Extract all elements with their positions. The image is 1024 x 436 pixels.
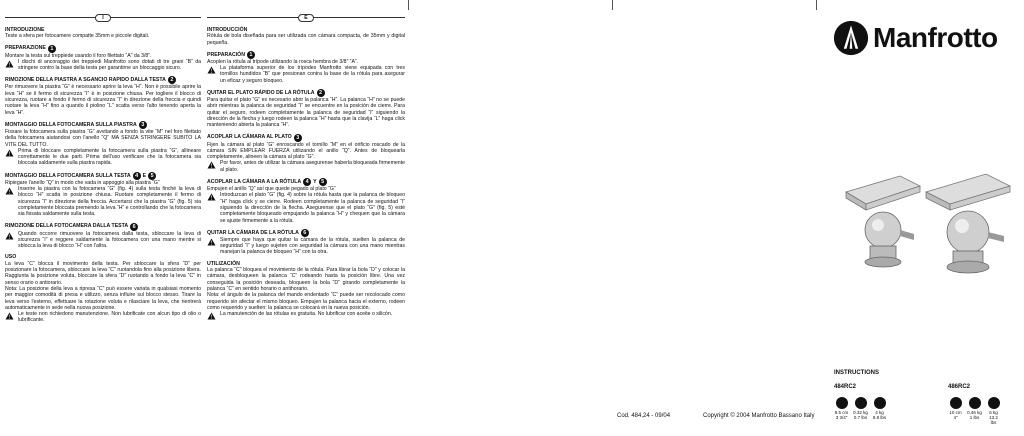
section-title: ACOPLAR LA CÁMARA A LA RÓTULA bbox=[207, 178, 302, 185]
section-body: Empujen el anillo “Q” así que quede pegado al plato “G” bbox=[207, 186, 336, 193]
instructions-label: INSTRUCTIONS bbox=[834, 370, 879, 376]
load-icon bbox=[874, 397, 886, 409]
warning-icon bbox=[207, 193, 216, 201]
spec-value-imperial: 13.2 lbs bbox=[989, 415, 998, 426]
spec-group-486rc2 bbox=[948, 397, 1001, 426]
warning-icon bbox=[5, 312, 14, 320]
section bbox=[207, 27, 405, 46]
step-number-badge: 2 bbox=[317, 89, 325, 97]
warning-icon bbox=[5, 149, 14, 157]
warning-text: Le teste non richiedono manutenzione. Non lubrificate con alcun tipo di olio o lubrificante. bbox=[18, 311, 201, 324]
section-title: INTRODUZIONE bbox=[5, 27, 45, 33]
warning-text: Quando occorre rimuovere la fotocamera dalla testa, sbloccare la leva di sicurezza “I” e reggere saldamente la fotocamera con una mano mentre si sblocca la leva di blocco “H” con l'altra. bbox=[18, 230, 201, 250]
step-number-badge: 4 bbox=[303, 178, 311, 186]
spec-value-imperial: 8.8 lbs bbox=[872, 415, 887, 421]
warning-note bbox=[5, 311, 201, 324]
section bbox=[207, 261, 405, 320]
height-icon bbox=[950, 397, 962, 409]
warning-icon bbox=[207, 66, 216, 74]
spec-item bbox=[872, 397, 887, 420]
warning-text: Prima di bloccare completamente la fotocamera sulla piastra “G”, allineare correttamente le due parti. Prima dell'uso verificare che la fotocamera sia bloccata saldamente sulla piastra rapida. bbox=[18, 147, 201, 167]
language-badge: I bbox=[95, 14, 111, 22]
step-number-badge: 5 bbox=[319, 178, 327, 186]
step-join: Y bbox=[313, 178, 317, 185]
section bbox=[207, 178, 405, 224]
spec-value-metric: 0.32 kg bbox=[853, 410, 868, 415]
copyright-text: Copyright © 2004 Manfrotto Bassano Italy bbox=[703, 413, 815, 419]
language-badge: E bbox=[298, 14, 314, 22]
section-body: Fissare la fotocamera sulla piastra “G” avvitando a fondo la vite “M” nel foro filettato della fotocamera aiutandosi con l'anello “Q” MA SENZA STRINGERE SUBITO LA VITE DEL TUTTO. bbox=[5, 128, 201, 148]
step-number-badge: 1 bbox=[48, 45, 56, 53]
section-title: ACOPLAR LA CÁMARA AL PLATO bbox=[207, 134, 292, 141]
model-name: 484RC2 bbox=[834, 384, 857, 390]
warning-note bbox=[5, 231, 201, 250]
section-heading bbox=[207, 178, 405, 186]
section bbox=[5, 45, 201, 72]
spec-value-imperial: 3 3/4" bbox=[835, 415, 848, 421]
model-name: 486RC2 bbox=[948, 384, 971, 390]
section-title: RIMOZIONE DELLA FOTOCAMERA DALLA TESTA bbox=[5, 223, 129, 230]
section-heading bbox=[5, 45, 201, 53]
warning-text: La plataforma superior de los trípodes Manfrotto viene equipada con tres tornillos hundidos “B” que presionan contra la base de la rótula para asegurar un eficaz y seguro bloqueo. bbox=[220, 65, 405, 84]
step-number-badge: 2 bbox=[168, 76, 176, 84]
step-number-badge: 3 bbox=[139, 121, 147, 129]
step-number-badge: 3 bbox=[294, 134, 302, 142]
warning-note bbox=[5, 148, 201, 167]
spec-group-484rc2 bbox=[834, 397, 887, 420]
weight-icon bbox=[969, 397, 981, 409]
warning-text: Por favor, antes de utilizar la cámara asegurense haberla bloqueada firmemente al plato. bbox=[220, 160, 405, 173]
section-title: QUITAR EL PLATO RÁPIDO DE LA RÓTULA bbox=[207, 89, 315, 96]
warning-icon bbox=[5, 60, 14, 68]
warning-text: I dischi di ancoraggio dei treppiedi Manfrotto sono dotati di tre grani “B” da stringere contro la base della testa per garantirne un bloccaggio sicuro. bbox=[18, 58, 201, 72]
section-heading bbox=[207, 51, 405, 59]
warning-note bbox=[5, 59, 201, 72]
warning-text: La manutención de las rótulas es gratuita. No lubrificar con aceite o silicón. bbox=[220, 311, 393, 318]
section bbox=[5, 254, 201, 323]
section bbox=[207, 89, 405, 128]
fold-mark bbox=[408, 0, 409, 10]
document-code: Cod. 484,24 - 09/04 bbox=[617, 413, 671, 419]
section-heading bbox=[5, 172, 201, 180]
section-heading bbox=[5, 223, 201, 231]
section-heading bbox=[5, 121, 201, 129]
section-heading bbox=[207, 229, 405, 237]
warning-note bbox=[5, 186, 201, 217]
section-title: QUITAR LA CÁMARA DE LA RÓTULA bbox=[207, 229, 299, 236]
warning-note bbox=[207, 192, 405, 223]
brand-logo bbox=[833, 20, 998, 56]
section-body: Fijen la cámara al plato “G” enroscando el tornillo “M” en el orificio roscado de la cámara SIN EMPLEAR FUERZA utilizando el anillo “Q”. Antes de bloquearla completamente, alineen la cámara al plato “G”. bbox=[207, 141, 405, 161]
warning-note bbox=[207, 311, 405, 320]
section-heading bbox=[207, 89, 405, 97]
section-body: Ripiegare l'anello “Q” in modo che vada in appoggio alla piastra “G” bbox=[5, 179, 160, 186]
section-title: INTRODUCCIÓN bbox=[207, 27, 248, 33]
section bbox=[5, 121, 201, 167]
product-image-486rc2 bbox=[920, 168, 1016, 280]
section-body: Acoplen la rótula al trípode utilizando la rosca hembra de 3/8” “A”. bbox=[207, 58, 359, 65]
spec-item bbox=[986, 397, 1001, 426]
step-number-badge: 5 bbox=[148, 172, 156, 180]
manfrotto-logo-icon bbox=[833, 20, 869, 56]
warning-note bbox=[207, 160, 405, 173]
spec-item bbox=[948, 397, 963, 426]
spec-value-imperial: 1 lbs bbox=[969, 415, 980, 421]
section-body: Teste a sfera per fotocamere compatte 35mm e piccole digitali. bbox=[5, 33, 150, 40]
product-image-484rc2 bbox=[840, 170, 926, 280]
warning-text: Introduzcan el plato “G” (fig. 4) sobre la rótula hasta que la palanca de bloqueo “H” haga click y se cierre. Rodeen completamente la palanca de seguridad “I” siguiendo la dirección de la flecha. Asegurense que el plato “G” (fig. 5) esté completamente bloqueado empujando la palanca “H” y chequen que la cámara se ajuste firmemente a la rótula. bbox=[220, 192, 405, 224]
section-body: La palanca “C” bloquea el movimiento de la rótula. Para librar la bola “D” y colocar la cámara, desbloqueen la palanca “C” rodeando hasta la posición libre. Una vez conseguida la posición deseada, bloqueen la bola “D” girando completamente la palanca “C” en sentido horario o antihorario. Nota: el ángulo de la palanca del mando endentado “C” puede ser recolocado como requerido sin afectar el mismo bloqueo. Empujen la palanca hacia el externo, rodeen como requerido y suelten: la palanca se colocará en la nueva posición. bbox=[207, 267, 405, 311]
warning-note bbox=[207, 65, 405, 84]
warning-icon bbox=[207, 161, 216, 169]
section-heading bbox=[207, 134, 405, 142]
height-icon bbox=[836, 397, 848, 409]
step-number-badge: 4 bbox=[133, 172, 141, 180]
warning-note bbox=[207, 237, 405, 256]
section-title: USO bbox=[5, 254, 17, 261]
step-join: E bbox=[142, 172, 147, 179]
section bbox=[5, 223, 201, 250]
section bbox=[5, 172, 201, 218]
language-tab bbox=[207, 0, 405, 22]
section-heading bbox=[5, 76, 201, 84]
section-title: UTILIZACIÓN bbox=[207, 260, 240, 267]
section bbox=[207, 229, 405, 256]
spec-item bbox=[853, 397, 868, 420]
load-icon bbox=[988, 397, 1000, 409]
brand-name: Manfrotto bbox=[873, 22, 998, 53]
section-title: RIMOZIONE DELLA PIASTRA A SGANCIO RAPIDO DALLA TESTA bbox=[5, 77, 166, 84]
spec-value-imperial: 4" bbox=[953, 415, 958, 421]
section-body: Rótula de bola diseñada para ser utilizada con cámara compacta, de 35mm y digital pequeña. bbox=[207, 33, 405, 46]
section-title: MONTAGGIO DELLA FOTOCAMERA SULLA PIASTRA bbox=[5, 121, 137, 128]
section bbox=[207, 51, 405, 84]
language-tab bbox=[5, 0, 201, 22]
fold-mark bbox=[816, 0, 817, 10]
section-title: PREPARAZIONE bbox=[5, 45, 46, 52]
spec-value-metric: 4 kg bbox=[875, 410, 884, 415]
spec-item bbox=[834, 397, 849, 420]
section-body: Para quitar el plato “G” es necesario abrir la palanca “H”. La palanca “H” no se puede abrir mientras la palanca de seguridad “I” se encuentre en la posición de cierre. Para quitar el seguro, rodeen completamente la palanca de seguridad “I” siguiendo la dirección de la flecha y luego rodeen la palanca “H” hasta que la clavija “L” haga click manteniendo abierta la palanca “H”. bbox=[207, 97, 405, 129]
step-number-badge: 1 bbox=[247, 51, 255, 59]
section-title: PREPARACIÓN bbox=[207, 51, 245, 58]
warning-icon bbox=[5, 187, 14, 195]
step-number-badge: 6 bbox=[130, 223, 138, 231]
section bbox=[5, 76, 201, 115]
warning-text: Siempre que haya que quitar la cámara de la rótula, suelten la palanca de seguridad “I” y luego sujeten con seguridad la cámara con una mano mientras manejan la palanca de bloqueo “H” con la otra. bbox=[220, 236, 405, 256]
weight-icon bbox=[855, 397, 867, 409]
warning-icon bbox=[207, 312, 216, 320]
italian-column bbox=[5, 0, 201, 324]
warning-icon bbox=[5, 232, 14, 240]
spanish-column bbox=[207, 0, 405, 320]
warning-icon bbox=[207, 238, 216, 246]
section-body: La leva “C” blocca il movimento della testa. Per sbloccare la sfera “D” per posizionare la fotocamera, sbloccare la leva “C” ruotandola fino alla posizione libera. Raggiunta la posizione voluta, bloccare la sfera “D” ruotando a fondo la leva “C” in senso orario o antiorario. Nota: La posizione della leva a ripresa “C” può essere variata in qualsiasi momento per maggior comodità di presa e utilizzo, senza influire sul blocco stesso. Tirare la leva verso l'esterno, effettuare la rotazione voluta e rilasciare la leva, che rientrerà automaticamente in sede nella nuova posizione. bbox=[5, 260, 201, 311]
section-body: Montare la testa sul treppiede usando il foro filettato “A” da 3/8”. bbox=[5, 52, 152, 59]
warning-text: Inserire la piastra con la fotocamera “G” (fig. 4) sulla testa finché la leva di blocco “H” scatta in posizione chiusa. Ruotare completamente il fermo di sicurezza “I” in direzione della freccia. Accertarsi che la piastra “G” (fig. 5) sia completamente bloccata premendo la leva “H” e controllando che la fotocamera sia fissata saldamente sulla testa. bbox=[18, 186, 201, 218]
spec-item bbox=[967, 397, 982, 426]
spec-value-metric: 9.5 cm bbox=[834, 410, 849, 415]
section-title: MONTAGGIO DELLA FOTOCAMERA SULLA TESTA bbox=[5, 172, 131, 179]
spec-value-metric: 6 kg bbox=[989, 410, 998, 415]
section-body: Per rimuovere la piastra “G” è necessario aprire la leva “H”. Non è possibile aprire la leva “H” se il fermo di sicurezza “I” è in posizione chiusa. Per togliere il blocco di sicurezza, ruotare a fondo il fermo di sicurezza “I” in direzione della freccia e quindi ruotare la leva “H” fino a quando il piolino “L” scatta verso l'alto tenendo aperta la leva “H”. bbox=[5, 84, 201, 116]
spec-value-imperial: 0.7 lbs bbox=[853, 415, 868, 421]
step-number-badge: 6 bbox=[301, 229, 309, 237]
spec-value-metric: 0.46 kg bbox=[967, 410, 982, 415]
fold-mark bbox=[612, 0, 613, 10]
section bbox=[207, 134, 405, 173]
spec-value-metric: 10 cm bbox=[949, 410, 962, 415]
section bbox=[5, 27, 201, 40]
